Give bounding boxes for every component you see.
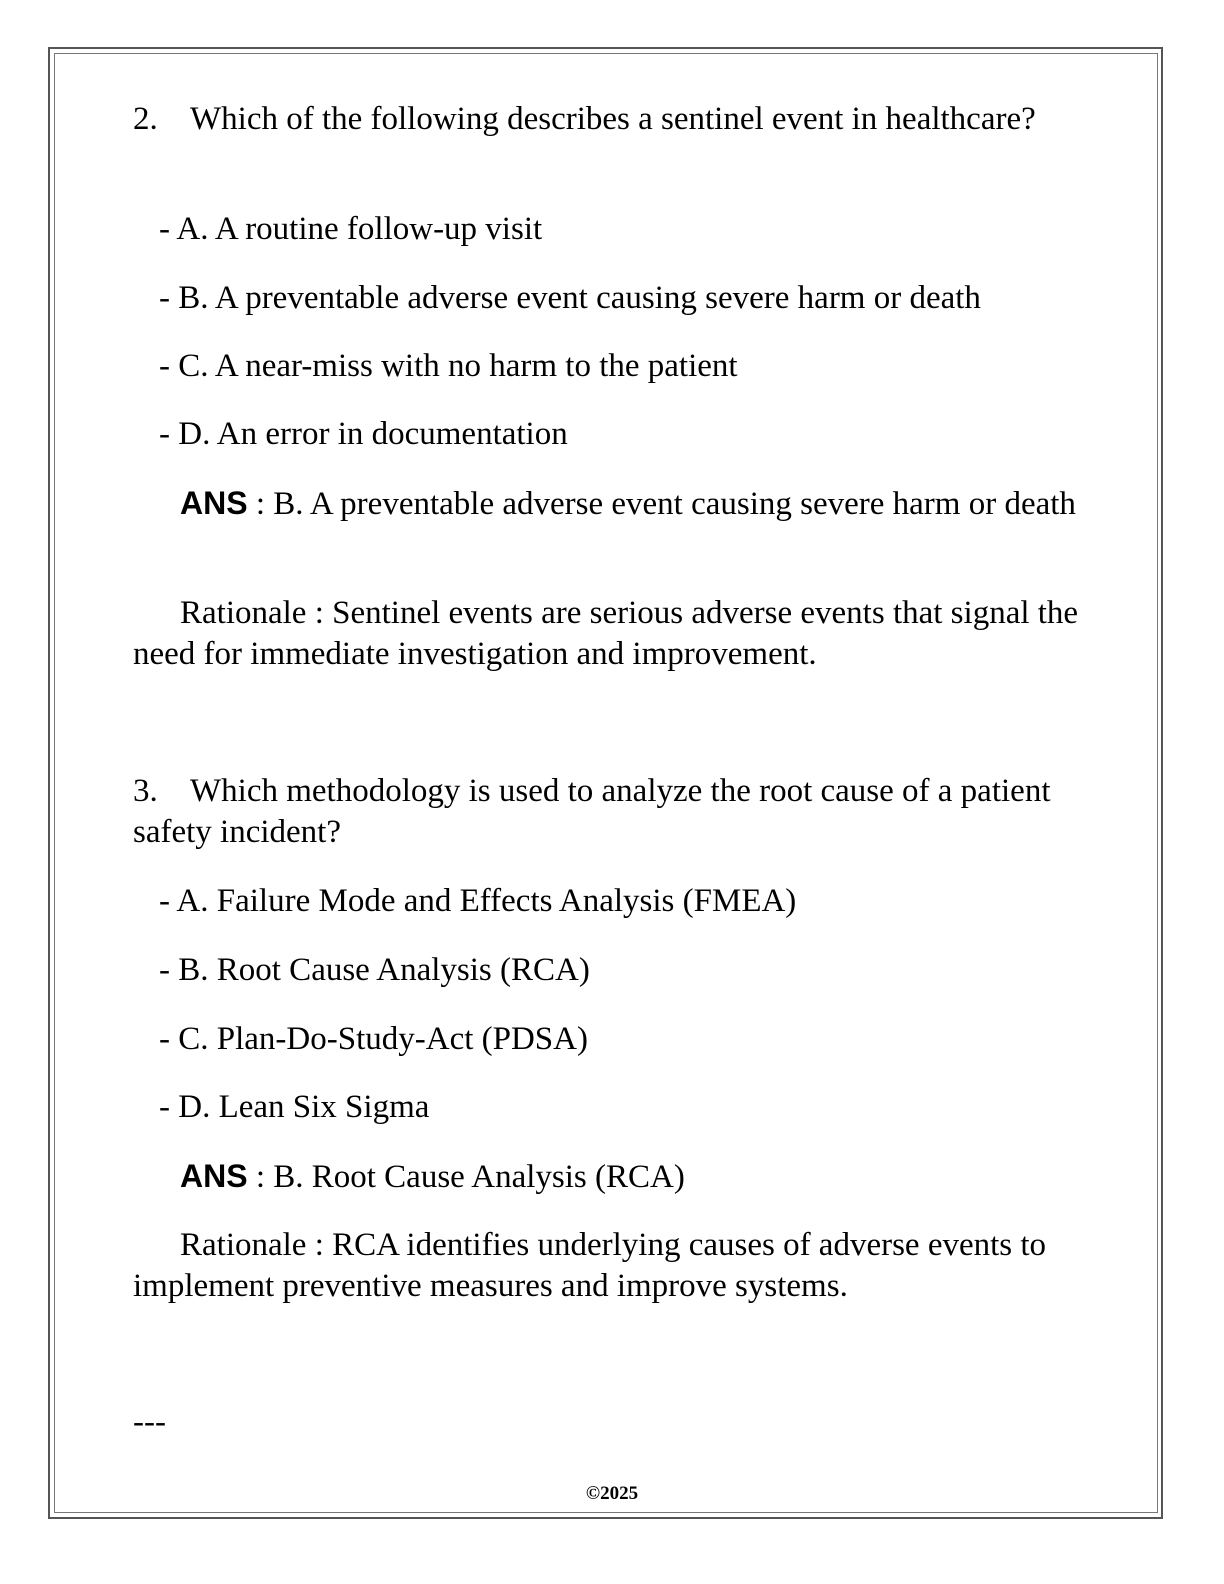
question-2-stem [133,99,1093,140]
question-3-rationale [133,1225,1093,1307]
question-3-answer [133,1156,1093,1198]
question-2-option-a: - A. A routine follow-up visit [159,211,543,247]
question-3-option-c: - C. Plan-Do-Study-Act (PDSA) [159,1021,588,1057]
answer-text: : B. Root Cause Analysis (RCA) [247,1159,685,1195]
question-2-option-c: - C. A near-miss with no harm to the patient [159,348,738,384]
question-3-option-a: - A. Failure Mode and Effects Analysis (FMEA) [159,883,797,919]
rationale-text: : RCA identifies underlying causes of adverse events to implement preventive measures and improve systems. [133,1227,1047,1304]
answer-label: ANS [180,1158,248,1194]
question-2-answer [133,483,1093,525]
rationale-label: Rationale [180,595,307,631]
question-2-option-b: - B. A preventable adverse event causing severe harm or death [159,280,981,316]
rationale-label: Rationale [180,1227,307,1263]
question-text: Which of the following describes a sentinel event in healthcare? [190,101,1036,137]
question-2-option-d: - D. An error in documentation [159,416,568,452]
question-3-stem [133,771,1093,853]
section-separator: --- [133,1404,166,1440]
question-3-option-d: - D. Lean Six Sigma [159,1089,430,1125]
question-2-rationale [133,593,1093,675]
answer-label: ANS [180,485,248,521]
rationale-text: : Sentinel events are serious adverse events that signal the need for immediate investigation and improvement. [133,595,1079,672]
question-number: 2. [133,101,158,137]
question-text: Which methodology is used to analyze the root cause of a patient safety incident? [133,773,1051,850]
question-number: 3. [133,773,158,809]
question-3-option-b: - B. Root Cause Analysis (RCA) [159,952,590,988]
answer-text: : B. A preventable adverse event causing severe harm or death [247,486,1076,522]
copyright-footer: ©2025 [585,1483,639,1504]
